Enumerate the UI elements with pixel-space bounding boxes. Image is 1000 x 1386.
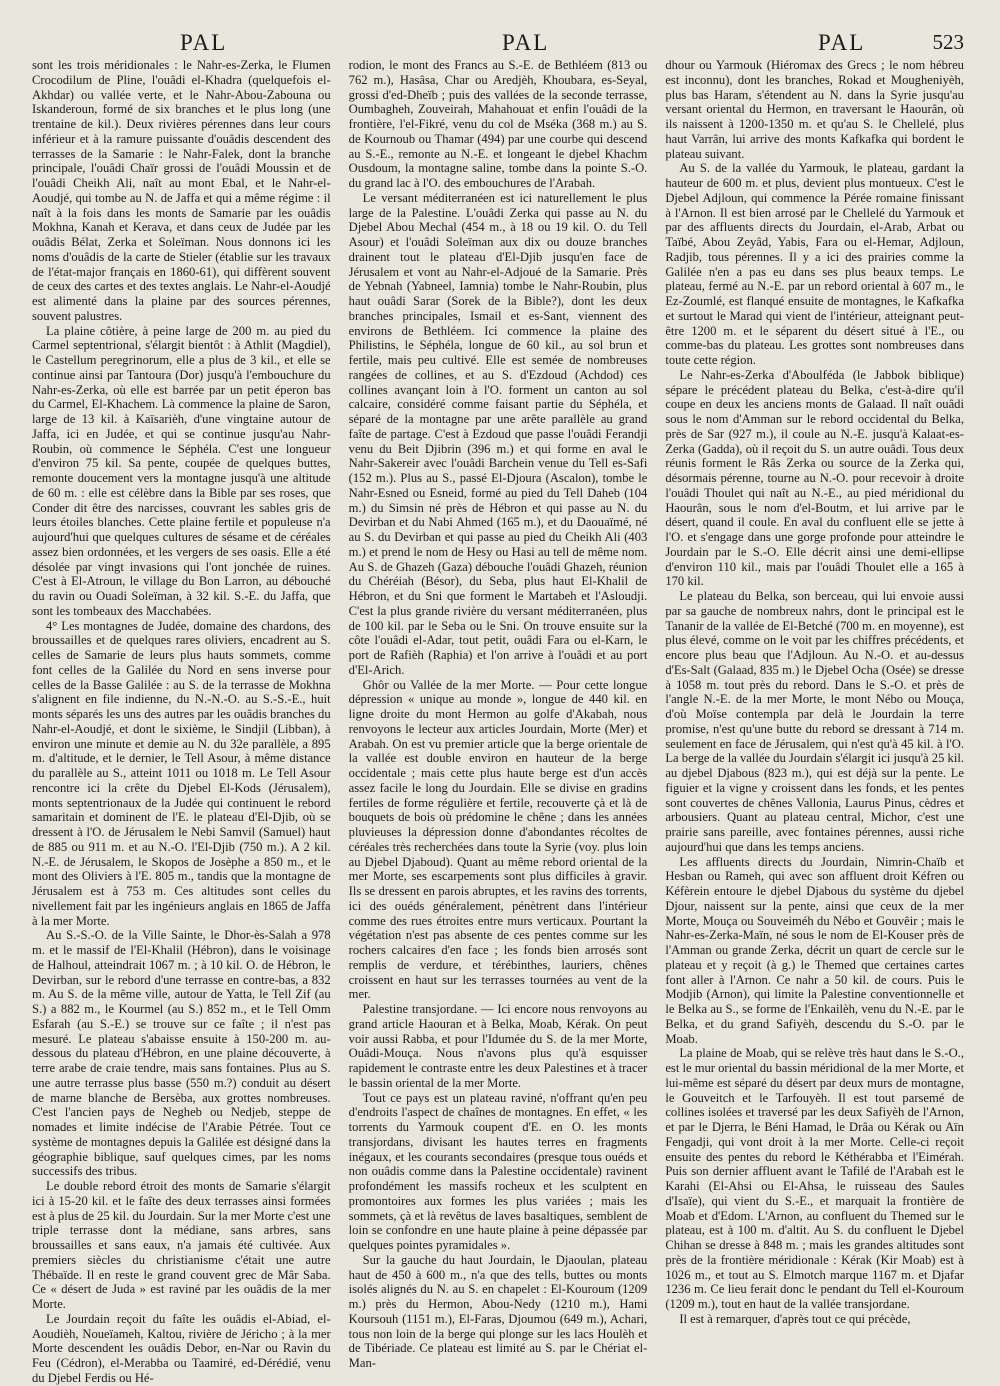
- paragraph: 4° Les montagnes de Judée, domaine des chardons, des broussailles et de quelques rares oliviers, encadrent au S. celles de Samarie de leurs plus hauts sommets, comme font celles de la Galilée du Nord en sens inverse pour celles de la Basse Galilée : au S. de la terrasse de Mokhna s'alignent en file indienne, du N.-N.-O. au S.-S.-E., huit monts séparés les uns des autres par les ouâdis branches du Nahr-el-Aoudjé, et dont le sixième, le Sindjil (Libban), à environ une minute et demie au N. du 32e parallèle, a 895 m. d'altitude, et le dernier, le Tell Asour, à même distance du parallèle au S., atteint 1011 ou 1018 m. Le Tell Asour rencontre ici la crête du Djebel El-Kods (Jérusalem), monts septentrionaux de la Judée qui continuent le rebord samaritain et dominent de l'E. le plateau d'El-Djib, où se dressent à l'O. de Jérusalem le Nebi Samvil (Samuel) haut de 885 ou 911 m. et au N.-O. l'El-Djib (750 m.). A 2 kil. N.-E. de Jérusalem, le Skopos de Josèphe a 850 m., et le mont des Oliviers à l'E. 805 m., tandis que la montagne de Jérusalem est à 753 m. Ces altitudes sont celles du nivellement fait par les ingénieurs anglais en 1865 de Jaffa à la mer Morte.: [32, 618, 331, 928]
- paragraph: La plaine côtière, à peine large de 200 m. au pied du Carmel septentrional, s'élargit bientôt : à Athlit (Magdiel), le Castellum peregrinorum, elle a plus de 3 kil., et elle se continue ainsi par Tantoura (Dor) jusqu'à l'embouchure du Nahr-es-Zerka, où elle est barrée par un petit éperon bas du Carmel, El-Khachem. Là commence la plaine de Saron, large de 13 kil. à Kaïsarièh, d'une vingtaine autour de Jaffa, ici en Judée, et qui se continue jusqu'au Nahr-Roubin, où commence le Séphéla. C'est une longueur d'environ 75 kil. Sa pente, coupée de quelques buttes, remonte doucement vers la montagne jusqu'à une altitude de 60 m. : elle est célèbre dans la Bible par ses roses, que Conder dit être des narcisses, couvrant les sables gris de leurs étoiles blanches. Cette plaine fertile et populeuse n'a aujourd'hui que quelques cultures de sésame et de céréales assez bien ordonnées, et les vergers de ses oasis. Elle a été désolée par vingt invasions qui l'ont jonchée de ruines. C'est à El-Atroun, le village du Bon Larron, au débouché du ravin ou Ouadi Soleïman, à 32 kil. S.-E. du Jaffa, que sont les tombeaux des Macchabées.: [32, 323, 331, 618]
- paragraph: Le plateau du Belka, son berceau, qui lui envoie aussi par sa gauche de nombreux nahrs, dont le principal est le Tananir de la vallée de El-Betché (700 m. en moyenne), est plus élevé, comme on le voit par les chiffres précédents, et encore plus beau que l'Adjloun. Au N.-O. et au-dessus d'Es-Salt (Galaad, 835 m.) le Djebel Ocha (Osée) se dresse à 1058 m. tout près du rebord. Dans le S.-O. et près de l'angle N.-E. de la mer Morte, le mont Nébo ou Mouça, d'où Moïse contempla par delà le Jourdain la terre promise, n'est qu'une butte du rebord se dressant à 714 m. seulement en face de Jérusalem, qui n'est qu'à 45 kil. à l'O. La berge de la vallée du Jourdain s'élargit ici jusqu'à 25 kil. au djebel Djabous (823 m.), qui est déjà sur la pente. Le figuier et la vigne y croissent dans les fonds, et les pentes sont couvertes de chênes Vallonia, Laurus Pinus, cèdres et arbousiers. Quant au plateau central, Michor, c'est une prairie sans pareille, avec fontaines pérennes, aussi riche aujourd'hui que dans les temps anciens.: [665, 589, 964, 854]
- paragraph: Il est à remarquer, d'après tout ce qui précède,: [679, 1311, 911, 1326]
- paragraph: Le versant méditerranéen est ici naturellement le plus large de la Palestine. L'ouâdi Zerka qui passe au N. du Djebel Abou Mechal (454 m., à 18 ou 19 kil. O. du Tell Asour) et l'ouâdi Soleïman aux dix ou douze branches drainent tout le plateau d'El-Djib jusqu'en face de Jérusalem et vont au Nahr-el-Adjoué de la Samarie. Près de Yebnah (Yabneel, Iamnia) tombe le Nahr-Roubin, plus haut ouâdi Sarar (Sorek de la Bible?), dont les deux branches principales, Ismail et es-Sant, viennent des environs de Bethléem. Ici commence la plaine des Philistins, le Séphéla, longue de 60 kil., au sol brun et fertile, mais peu cultivé. Elle est semée de nombreuses rangées de collines, et au S. d'Ezdoud (Achdod) ces collines avançant loin à l'O. forment un canton au sol calcaire, considéré comme faisant partie du Séphéla, et séparé de la montagne par une arête parallèle au grand faîte de partage. C'est à Ezdoud que passe l'ouâdi Ferandji venu du Beit Djibrin (396 m.) et qui forme en aval le Nahr-Sakereir avec l'ouâdi Barchein venue du Tell es-Safi (152 m.). Plus au S., passé El-Djoura (Ascalon), tombe le Nahr-Esned ou Esneid, formé au pied du Tell Daheb (104 m.) du Simsin né près de Hébron et qui passe au N. du Devirban et du Nabi Ahmed (165 m.), et du Daouaïmé, né au S. du Devirban et qui passe au pied du Cheikh Ali (403 m.) et prend le nom de Hesy ou Hasi au tell de même nom. Au S. de Ghazeh (Gaza) débouche l'ouâdi Ghazeh, réunion du Chéréiah (Bésor), du Seba, plus haut El-Khalil de Hébron, et du Sni que forment le Martabeh et l'Asloudji. C'est la plus grande rivière du versant méditerranéen, plus de 100 kil. par le Seba ou le Sni. On trouve ensuite sur la côte l'ouâdi el-Adar, tout petit, ouâdi Fara ou el-Karn, le port de Rafièh (Raphia) et l'on arrive à l'ouâdi et au port d'El-Arich.: [348, 190, 648, 677]
- header-center: PAL: [502, 30, 550, 55]
- paragraph: sont les trois méridionales : le Nahr-es-Zerka, le Flumen Crocodilum de Pline, l'ouâdi el-Khadra (quelquefois el-Akhdar) ou vallée verte, et le Nahr-Abou-Zabouna ou Iskanderoun, formé de six branches et le plus long (une trentaine de kil.). Deux rivières pérennes dans leur cours inférieur et à la ramure puissante d'ouâdis descendent des terrasses de la Samarie : le Nahr-Falek, dont la branche principale, l'ouâdi Chaïr grossi de l'ouâdi Moussin et de l'ouâdi Cheikh Ali, naît au mont Ebal, et le Nahr-el-Aoudjé, qui tombe au N. de Jaffa et qui a même régime : il naît à la fois dans les monts de Samarie par les ouâdis Mokhna, Kanah et Kerava, et dans ceux de Judée par les ouâdis Bélat, Zerka et Soleïman. Nous donnons ici les noms d'ouâdis de la carte de Stieler (établie sur les travaux de l'état-major français en 1860-61), qui diffèrent souvent de ceux des cartes et des textes anglais. Le Nahr-el-Aoudjé est alimenté dans la plaine par des sources pérennes, souvent palustres.: [32, 58, 331, 323]
- column-2: [348, 58, 648, 1370]
- paragraph: dhour ou Yarmouk (Hiéromax des Grecs ; le nom hébreu est inconnu), dont les branches, Rokad et Mougheniyèh, plus bas Haram, s'étendent au N. dans la Syrie jusqu'au versant oriental du Hermon, en traversant le Haourân, où ils naissent à 1200-1350 m. et qu'au S. le Chellelé, plus haut Varrân, lui arrive des monts Kafkafka qui bordent le plateau suivant.: [665, 58, 964, 161]
- paragraph: Ghôr ou Vallée de la mer Morte. — Pour cette longue dépression « unique au monde », longue de 440 kil. en ligne droite du mont Hermon au golfe d'Akabah, nous renvoyons le lecteur aux articles Jourdain, Morte (Mer) et Arabah. On est vu premier article que la berge orientale de la vallée est double environ en hauteur de la berge occidentale ; mais cette plus haute berge est d'un accès assez facile le long du Jourdain. Elle se divise en gradins fertiles de forme régulière et fertile, recouverte çà et là de bouquets de bois où prédomine le chêne ; dans les années pluvieuses la dépression donne d'abondantes récoltes de céréales très recherchées dans toute la Syrie (voy. plus loin au Djebel Djaboud). Quant au même rebord oriental de la mer Morte, ses escarpements sont plus difficiles à gravir. Ils se dressent en parois abruptes, et les ravins des torrents, ici des ouéds généralement, pénètrent dans l'intérieur comme des rues étroites entre murs verticaux. Pourtant la végétation n'est pas absente de ces pentes comme sur les rochers calcaires d'en face ; les fonds bien arrosés sont remplis de verdure, et térébinthes, lauriers, chênes croissent en haut sur les terrasses tournées au vent de la mer.: [348, 677, 648, 1002]
- paragraph: La plaine de Moab, qui se relève très haut dans le S.-O., est le mur oriental du bassin méridional de la mer Morte, et lui-même est séparé du désert par deux murs de montagne, le Gouveitch et le Tarfouyèh. Il est tout parsemé de collines isolées et traversé par les deux Safiyèh de l'Arnon, et par le Djerra, le Béni Hamad, le Drâa ou Kérak ou Aïn Fengadji, qui vont droit à la mer Morte. Celle-ci reçoit ensuite des pentes du rebord le Kéthérabba et l'Eimérah. Puis son dernier affluent avant le Tafilé de l'Arabah est le Karahi (El-Ahsi ou El-Ahsa, le ruisseau des Saules d'Isaïe), qui vient du S.-E., et marquait la frontière de Moab et d'Edom. L'Arnon, au confluent du Themed sur le plateau, est à 100 m. d'altit. Au S. du confluent le Djebel Chihan se dresse à 848 m. ; mais les grandes altitudes sont près de la frontière méridionale : Kérak (Kir Moab) est à 1026 m., et tout au S. Elmotch marque 1167 m. et Djafar 1236 m. Ce lieu ferait donc le pendant du Tell el-Kouroum (1209 m.), tout en haut de la vallée transjordane.: [665, 1046, 964, 1311]
- paragraph: Palestine transjordane. — Ici encore nous renvoyons au grand article Haouran et à Belka, Moab, Kérak. On peut voir aussi Rabba, et pour l'Idumée du S. de la mer Morte, Ouâdi-Mouça. Nous n'avons plus qu'à esquisser rapidement le contraste entre les deux Palestines et à tracer le bassin oriental de la mer Morte.: [348, 1002, 648, 1090]
- header-right: PAL: [818, 30, 866, 55]
- paragraph: Le Nahr-es-Zerka d'Aboulféda (le Jabbok biblique) sépare le précédent plateau du Belka, c'est-à-dire qu'il coupe en deux les anciens monts de Galaad. Il naît ouâdi sous le nom d'Amman sur le rebord occidental du Belka, près de Sar (927 m.), il coule au N.-E. jusqu'à Kalaat-es-Zerka (Gadda), où il reçoit du S. un autre ouâdi. Tous deux réunis forment le Râs Zerka ou source de la Zerka qui, désormais pérenne, tourne au N.-O. pour recevoir à droite l'ouâdi Thoulet qui naît au N.-E., au pied méridional du Haourân, sous le nom d'el-Boutm, et lui arrive par le désert, quand il coule. En aval du confluent elle se jette à l'O. et s'engage dans une gorge profonde pour atteindre le Jourdain par le S.-O. Elle décrit ainsi une demi-ellipse d'environ 110 kil., mais par l'ouâdi Thoulet elle a 165 à 170 kil.: [665, 367, 964, 589]
- page-number: 523: [932, 30, 964, 54]
- column-3: [665, 58, 964, 1326]
- paragraph: Au S. de la vallée du Yarmouk, le plateau, gardant la hauteur de 600 m. et plus, devient plus montueux. C'est le Djebel Adjloun, qui commence la Pérée romaine finissant à l'Arnon. Il est bien arrosé par le Chellelé du Yarmouk et par des affluents directs du Jourdain, el-Arab, Arbat ou Taïbé, Abou Zeyâd, Yabis, Fara ou el-Hemar, Adjloun, Radjib, tous pérennes. Il y a ici des prairies comme la Galilée n'en a pas eu dans ses plus beaux temps. Le plateau, fermé au N.-E. par un rebord oriental à 607 m., le Ez-Zoumlé, est flanqué ensuite de montagnes, le Kafkafka et surtout le Marad qui vient de l'intérieur, atteignant peut-être 1200 m. et le séparent du désert situé à l'E., ou comme-bas du plateau. Les grottes sont nombreuses dans toute cette région.: [665, 161, 964, 367]
- header-left: PAL: [180, 30, 228, 55]
- paragraph: rodion, le mont des Francs au S.-E. de Bethléem (813 ou 762 m.), Hasâsa, Char ou Aredjèh, Khoubara, es-Seyal, grossi d'ed-Dheïb ; puis des vallées de la seconde terrasse, Oumbagheh, Zouveirah, Mahahouat et enfin l'ouâdi de la frontière, l'el-Fikré, venu du col de Mséka (368 m.) au S. de Kournoub ou Thamar (494) par une courbe qui descend au S.-E., remonte au N.-E. et longeant le djebel Khachm Ousdoum, la montagne saline, tombe dans la pointe S.-O. du grand lac à l'O. des embouchures de l'Arabah.: [348, 58, 648, 190]
- paragraph: Les affluents directs du Jourdain, Nimrin-Chaïb et Hesban ou Rameh, qui avec son affluent droit Kéfren ou Kéfèrein entoure le djebel Djabous du système du djebel Djour, naissent sur la pente, ainsi que ceux de la mer Morte, Mouça ou Souveiméh du Nébo et Gouvêir ; mais le Nahr-es-Zerka-Maïn, né sous le nom de El-Kouser près de l'Amman ou grande Zerka, décrit un quart de cercle sur le plateau et y reçoit (à g.) le Themed que certaines cartes font aller à l'Arnon. Ce nahr a 50 kil. de cours. Puis le Modjib (Arnon), qui limite la Palestine conventionnelle et le Belka au S., se forme de l'Enkailèh, venu du N.-E. par le Belka, et du grand Safiyèh, descendu du S.-O. par le Moab.: [665, 854, 964, 1046]
- paragraph: Sur la gauche du haut Jourdain, le Djaoulan, plateau haut de 450 à 600 m., n'a que des tells, buttes ou monts isolés alignés du N. au S. en chapelet : El-Kouroum (1209 m.) près du Hermon, Abou-Nedy (1210 m.), Hami Koursouh (1151 m.), El-Faras, Djoumou (649 m.), Achari, tous non loin de la berge qui plonge sur les lacs Houlèh et de Tibériade. Ce plateau est limité au S. par le Chériat el-Man-: [348, 1252, 648, 1370]
- column-1: [32, 58, 331, 1385]
- paragraph: Le Jourdain reçoit du faîte les ouâdis el-Abiad, el-Aoudièh, Noueïameh, Kaltou, rivière de Jéricho ; à la mer Morte descendent les ouâdis Debor, en-Nar ou Ravin du Feu (Cédron), el-Merabba ou Taamiré, ed-Dérédié, venu du Djebel Ferdis ou Hé-: [32, 1311, 331, 1385]
- running-header: [32, 26, 964, 58]
- paragraph: Le double rebord étroit des monts de Samarie s'élargit ici à 15-20 kil. et le faîte des deux terrasses ainsi formées est à plus de 25 kil. du Jourdain. Sur la mer Morte c'est une triple terrasse dont la médiane, sans arbres, sans broussailles et sans eaux, n'a jamais été cultivée. Aux premiers siècles du christianisme c'était une autre Thébaïde. Il en reste le grand couvent grec de Mâr Saba. Ce « désert de Juda » est raviné par les ouâdis de la mer Morte.: [32, 1179, 331, 1311]
- text-columns: [32, 58, 964, 1385]
- paragraph: Tout ce pays est un plateau raviné, n'offrant qu'en peu d'endroits l'aspect de chaînes de montagnes. En effet, « les torrents du Yarmouk coupent d'E. en O. les monts transjordans, divisant les hautes terres en fragments inégaux, et les courants secondaires (presque tous ouéds et non ouâdis comme dans la Palestine occidentale) ravinent profondément les massifs rocheux et les sculptent en promontoires aux formes les plus variées ; mais les sommets, çà et là revêtus de laves basaltiques, semblent de loin se confondre en une haute plaine à peine dépassée par quelques pointes pyramidales ».: [348, 1090, 648, 1252]
- paragraph: Au S.-S.-O. de la Ville Sainte, le Dhor-ès-Salah a 978 m. et le massif de l'El-Khalil (Hébron), dans le voisinage de Halhoul, atteindrait 1067 m. ; à 10 kil. O. de Hébron, le Devirban, sur le rebord d'une terrasse en contre-bas, a 832 m. Au S. de la même ville, autour de Yatta, le Tell Zif (au S.) a 882 m., le Kourmel (au S.) 852 m., et le Tell Omm Esfarah (au S.-E.) se trouve sur ce faîte ; il n'est pas mesuré. Le plateau s'abaisse ensuite à 150-200 m. au-dessous du plateau d'Hébron, en une plaine découverte, à terre arabe de craie tendre, mais sans fontaines. Plus au S. une autre terrasse plus basse (550 m.?) conduit au désert de marne blanche de Bersèba, aux grottes nombreuses. C'est l'ancien pays de Negheb ou Nedjeb, steppe de nomades et limite indécise de l'Arabie Pétrée. Tout ce système de montagnes depuis la Galilée est désigné dans la géographie biblique, sauf quelques cimes, par les noms successifs des tribus.: [32, 928, 331, 1179]
